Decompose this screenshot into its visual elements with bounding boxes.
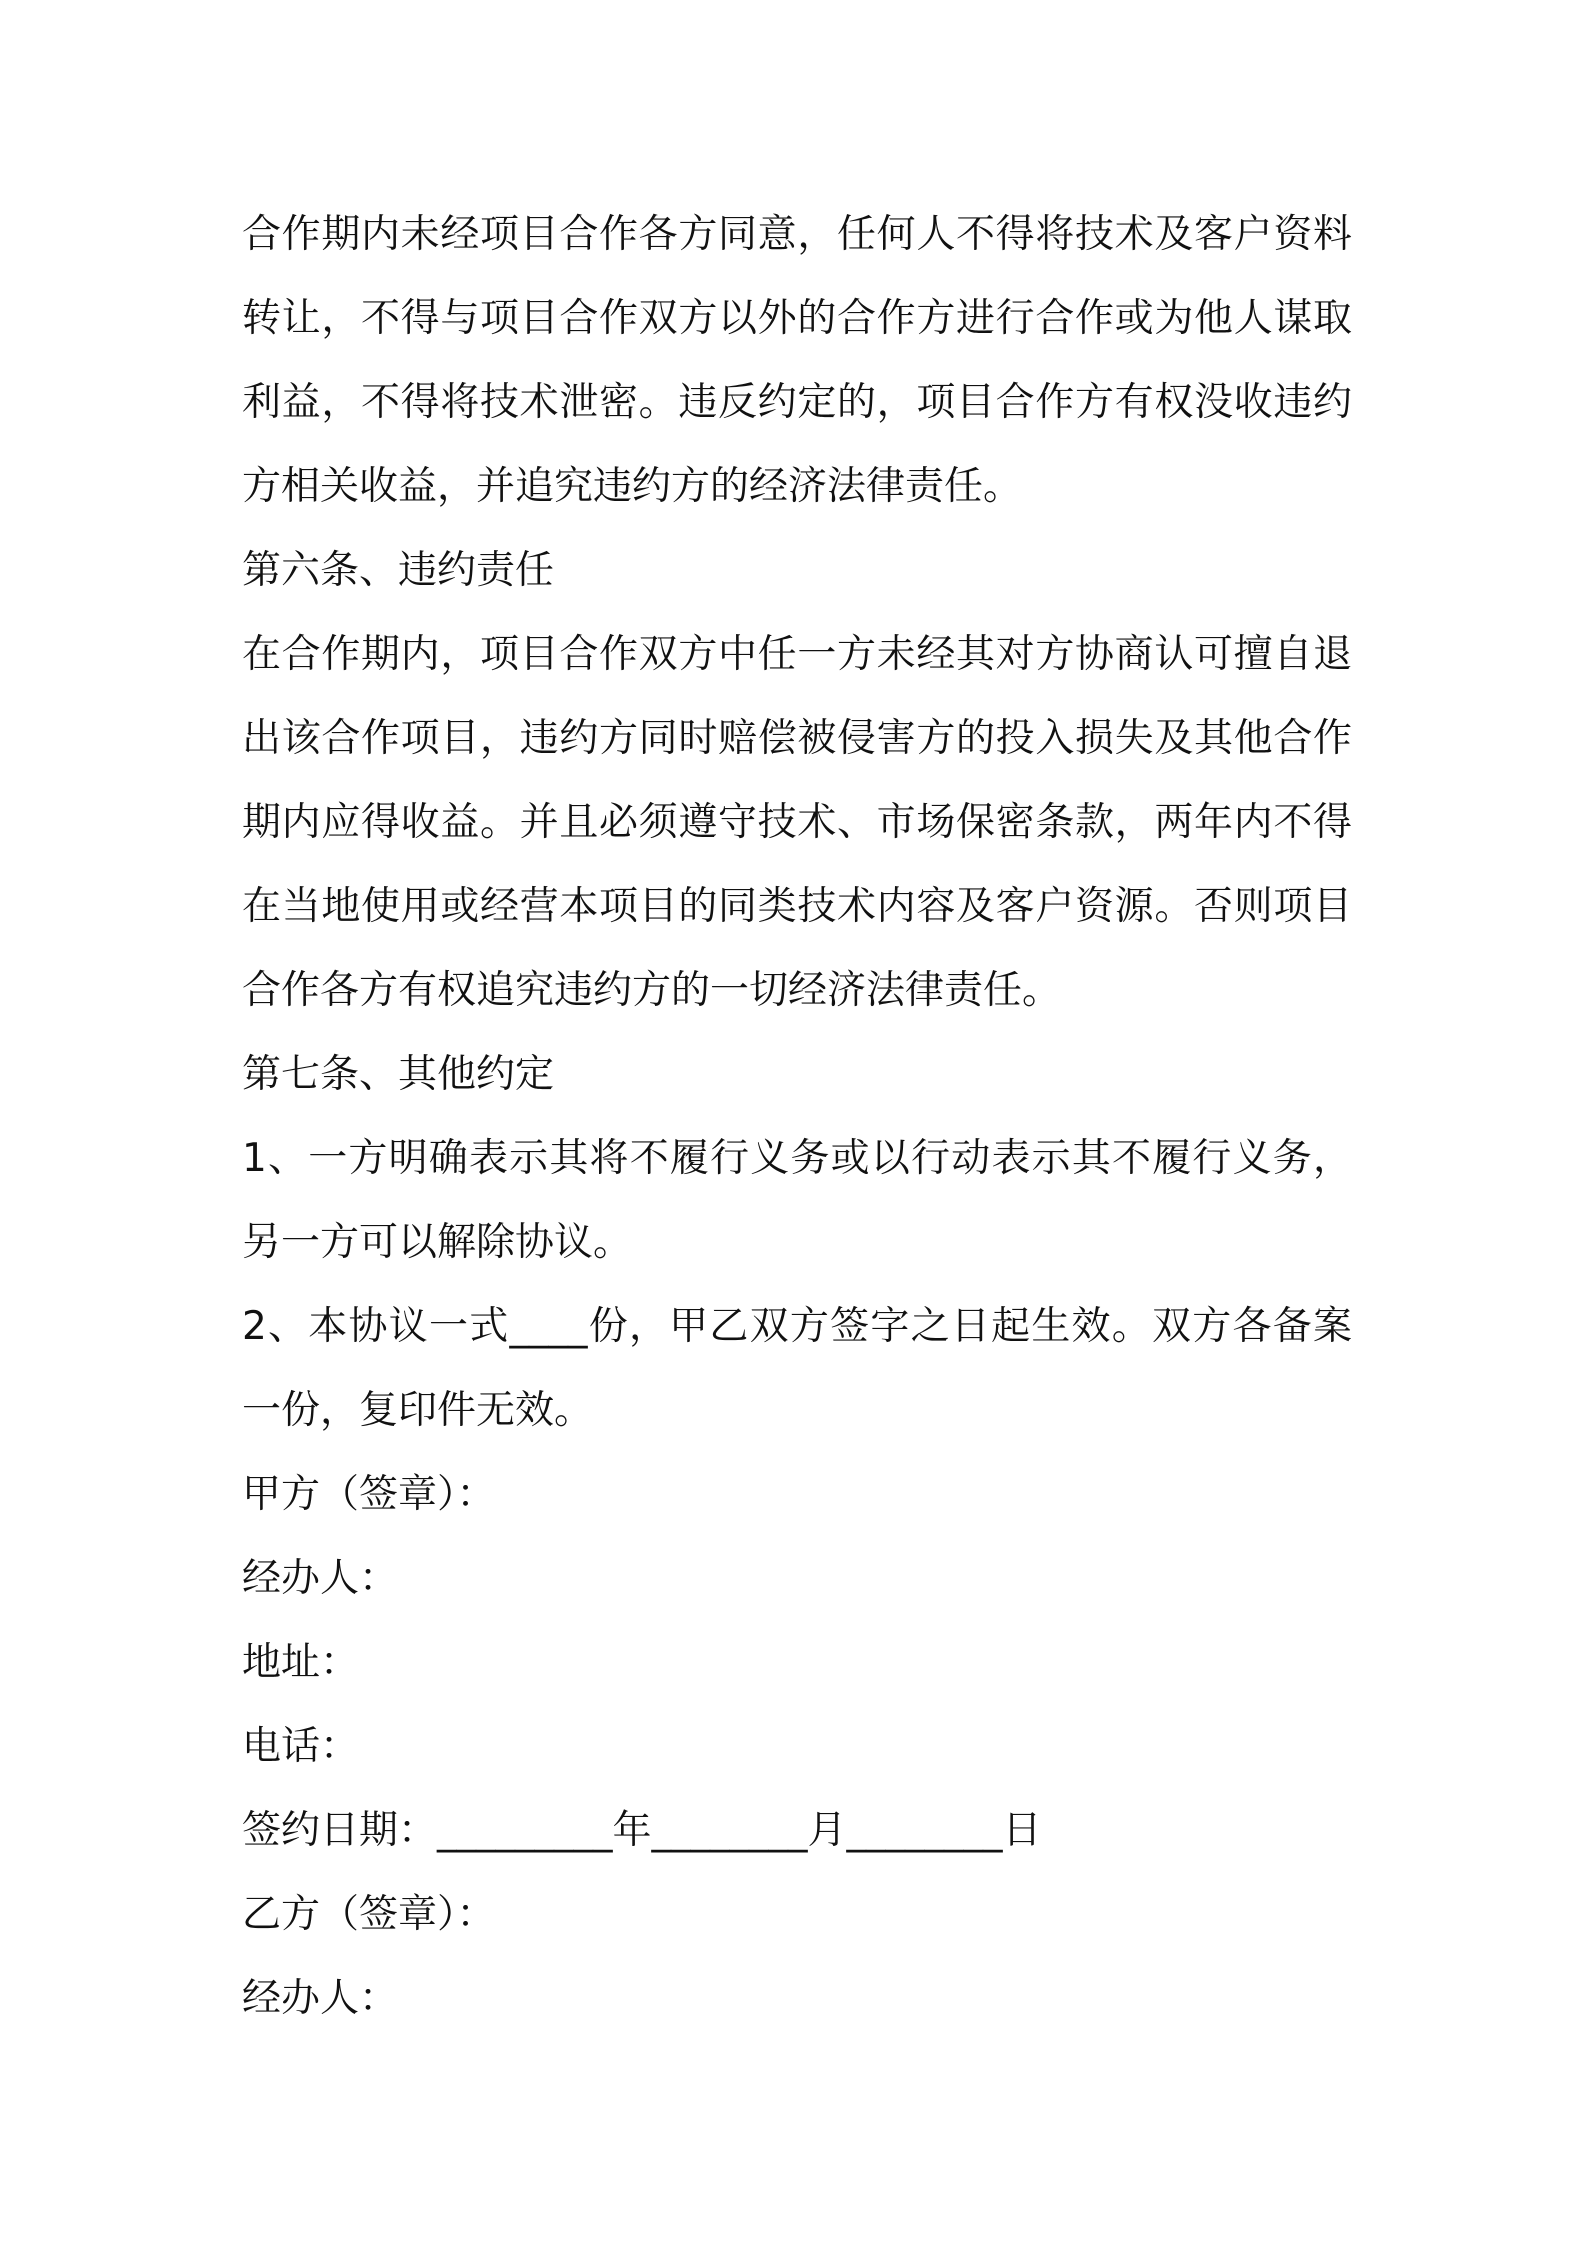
signing-date-field: 签约日期：_________年________月________日 [242,1808,1042,1853]
document-body [242,193,1352,2041]
party-a-signature-field: 甲方（签章）： [242,1472,496,1517]
paragraph-line: 在当地使用或经营本项目的同类技术内容及客户资源。否则项目 [242,884,1352,929]
party-a-address-field: 地址： [242,1640,360,1685]
clause-1-line: 另一方可以解除协议。 [242,1220,633,1265]
clause-1-line: 1、一方明确表示其将不履行义务或以行动表示其不履行义务， [242,1136,1352,1181]
section-heading-article-6: 第六条、违约责任 [242,548,555,593]
paragraph-line: 利益，不得将技术泄密。违反约定的，项目合作方有权没收违约 [242,380,1352,425]
clause-2-line: 一份，复印件无效。 [242,1388,594,1433]
party-a-phone-field: 电话： [242,1724,360,1769]
clause-2-line: 2、本协议一式____份，甲乙双方签字之日起生效。双方各备案 [242,1304,1352,1349]
party-b-signature-field: 乙方（签章）： [242,1892,496,1937]
paragraph-line: 期内应得收益。并且必须遵守技术、市场保密条款，两年内不得 [242,800,1352,845]
paragraph-line: 在合作期内，项目合作双方中任一方未经其对方协商认可擅自退 [242,632,1352,677]
party-b-agent-field: 经办人： [242,1976,399,2021]
section-heading-article-7: 第七条、其他约定 [242,1052,555,1097]
paragraph-line: 方相关收益，并追究违约方的经济法律责任。 [242,464,1023,509]
paragraph-line: 合作期内未经项目合作各方同意，任何人不得将技术及客户资料 [242,212,1352,257]
paragraph-line: 出该合作项目，违约方同时赔偿被侵害方的投入损失及其他合作 [242,716,1352,761]
party-a-agent-field: 经办人： [242,1556,399,1601]
paragraph-line: 合作各方有权追究违约方的一切经济法律责任。 [242,968,1062,1013]
paragraph-line: 转让，不得与项目合作双方以外的合作方进行合作或为他人谋取 [242,296,1352,341]
